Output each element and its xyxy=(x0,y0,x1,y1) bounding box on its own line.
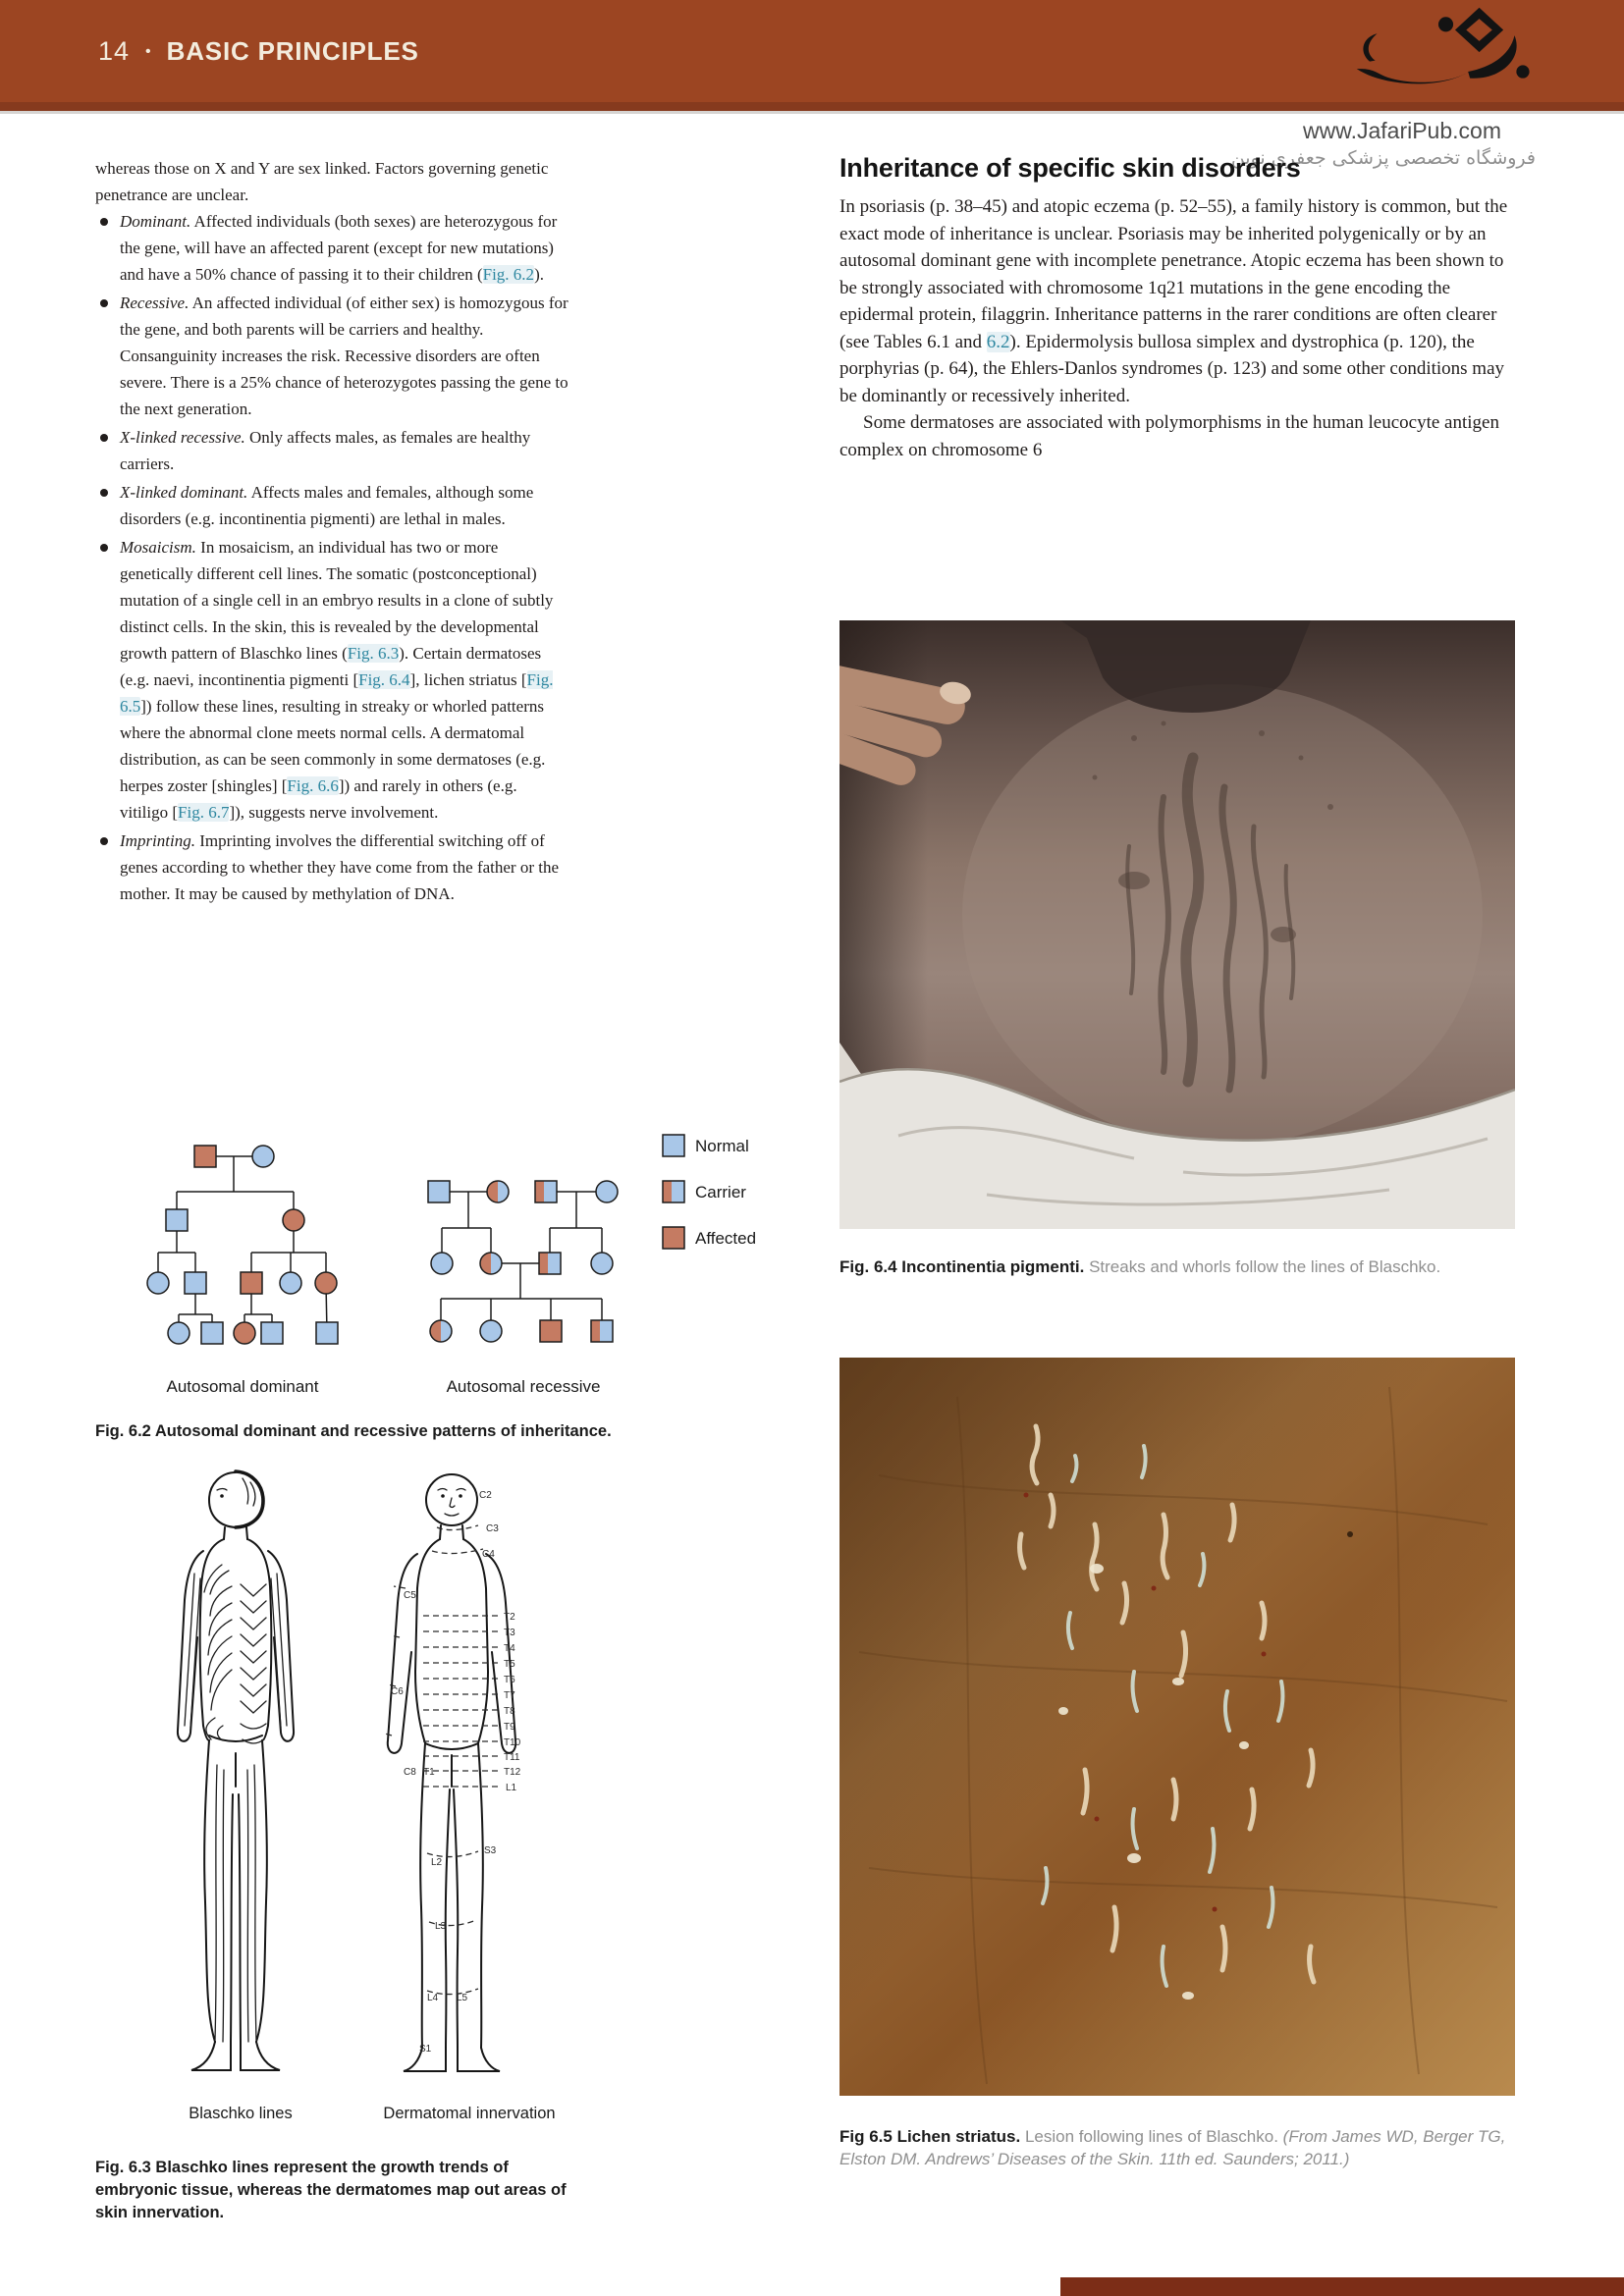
svg-text:S1: S1 xyxy=(419,2044,432,2055)
svg-text:T3: T3 xyxy=(504,1628,515,1638)
bullet-mosaicism: Mosaicism. In mosaicism, an individual has two or more genetically different cell lines. The somatic (postconceptional) mutation of a single cell in an embryo results in a clone of subtly distinct cells. In the skin, this is revealed by the developmental growth pattern of Blaschko lines (Fig. 6.3). Certain dermatoses (e.g. naevi, incontinentia pigmenti [Fig. 6.4], lichen striatus [Fig. 6.5]) follow these lines, resulting in streaky or whorled patterns where the abnormal clone meets normal cells. A dermatomal distribution, as can be seen commonly in some dermatoses (e.g. herpes zoster [shingles] [Fig. 6.6]) and rarely in others (e.g. vitiligo [Fig. 6.7]), suggests nerve involvement. xyxy=(95,534,568,826)
label-autosomal-dominant: Autosomal dominant xyxy=(166,1377,319,1396)
svg-text:T2: T2 xyxy=(504,1612,515,1623)
figure-reference-link[interactable]: Fig. 6.3 xyxy=(347,644,400,663)
bullet-x-linked-dominant: X-linked dominant. Affects males and females, although some disorders (e.g. incontinentia pigmenti) are lethal in males. xyxy=(95,479,568,532)
blaschko-body-drawing xyxy=(178,1471,294,2070)
svg-text:Carrier: Carrier xyxy=(695,1183,746,1201)
svg-text:L3: L3 xyxy=(435,1921,447,1932)
label-autosomal-recessive: Autosomal recessive xyxy=(446,1377,601,1396)
pedigree-legend xyxy=(663,1135,756,1249)
header-bullet-separator: • xyxy=(145,43,151,60)
svg-text:C2: C2 xyxy=(479,1490,492,1501)
svg-text:C4: C4 xyxy=(482,1549,495,1560)
svg-text:T12: T12 xyxy=(504,1767,521,1778)
section-heading: Inheritance of specific skin disorders xyxy=(839,153,1301,183)
svg-text:L2: L2 xyxy=(431,1857,443,1868)
figure-6-5-caption: Fig 6.5 Lichen striatus. Lesion following lines of Blaschko. (From James WD, Berger TG, Elston DM. Andrews’ Diseases of the Skin. 11th ed. Saunders; 2011.) xyxy=(839,2127,1506,2168)
bullet-x-linked-recessive: X-linked recessive. Only affects males, as females are healthy carriers. xyxy=(95,424,568,477)
svg-text:C5: C5 xyxy=(404,1590,416,1601)
figure-6-3-caption: Fig. 6.3 Blaschko lines represent the growth trends of embryonic tissue, whereas the dermatomes map out areas of skin innervation. xyxy=(95,2158,567,2221)
svg-text:Normal: Normal xyxy=(695,1137,749,1155)
svg-text:C6: C6 xyxy=(391,1686,404,1697)
figure-6-4-photo-incontinentia-pigmenti xyxy=(839,620,1515,1229)
svg-text:T7: T7 xyxy=(504,1690,515,1701)
jafari-publisher-logo-icon xyxy=(1339,4,1536,106)
svg-text:C8: C8 xyxy=(404,1767,416,1778)
svg-text:C3: C3 xyxy=(486,1523,499,1534)
svg-text:T4: T4 xyxy=(504,1643,515,1654)
left-text-column xyxy=(95,155,568,909)
figure-6-3-blaschko-dermatome-diagram xyxy=(93,1441,565,2128)
figure-6-5-photo-lichen-striatus xyxy=(839,1358,1515,2096)
bullet-dominant: Dominant. Affected individuals (both sexes) are heterozygous for the gene, will have an affected parent (except for new mutations) and have a 50% chance of passing it to their children (Fig. 6.2). xyxy=(95,208,568,288)
figure-6-2-caption: Fig. 6.2 Autosomal dominant and recessive patterns of inheritance. xyxy=(95,1421,612,1440)
figure-6-2-pedigree-diagram xyxy=(93,1129,781,1402)
inheritance-bullet-list xyxy=(95,208,568,907)
intro-paragraph: whereas those on X and Y are sex linked. Factors governing genetic penetrance are unclear. xyxy=(95,159,549,204)
svg-text:T1: T1 xyxy=(423,1767,435,1778)
page-header xyxy=(0,0,1624,111)
chapter-title: BASIC PRINCIPLES xyxy=(166,35,419,66)
bullet-imprinting: Imprinting. Imprinting involves the differential switching off of genes according to whether they have come from the father or the mother. It may be caused by methylation of DNA. xyxy=(95,828,568,907)
right-text-column xyxy=(839,153,1517,463)
website-url: www.JafariPub.com xyxy=(1303,118,1501,143)
figure-reference-link[interactable]: Fig. 6.2 xyxy=(482,265,535,284)
figure-reference-link[interactable]: 6.2 xyxy=(986,331,1010,352)
svg-text:S3: S3 xyxy=(484,1845,497,1856)
label-dermatomal-innervation: Dermatomal innervation xyxy=(383,2105,556,2122)
figure-reference-link[interactable]: Fig. 6.6 xyxy=(287,776,339,795)
next-page-edge-bar xyxy=(1060,2277,1624,2296)
svg-text:L1: L1 xyxy=(506,1783,517,1793)
svg-text:T5: T5 xyxy=(504,1659,515,1670)
bullet-recessive: Recessive. An affected individual (of either sex) is homozygous for the gene, and both parents will be carriers and healthy. Consanguinity increases the risk. Recessive disorders are often severe. There is a 25% chance of heterozygotes passing the gene to the next generation. xyxy=(95,290,568,422)
paragraph-hla: Some dermatoses are associated with polymorphisms in the human leucocyte antigen complex on chromosome 6 xyxy=(839,412,1499,460)
persian-store-tagline: فروشگاه تخصصی پزشکی جعفری نوین xyxy=(1230,147,1536,169)
svg-text:T6: T6 xyxy=(504,1675,515,1685)
figure-reference-link[interactable]: Fig. 6.5 xyxy=(120,670,554,716)
figure-reference-link[interactable]: Fig. 6.7 xyxy=(178,803,230,822)
svg-text:T10: T10 xyxy=(504,1737,521,1748)
svg-text:T9: T9 xyxy=(504,1722,515,1733)
svg-text:Affected: Affected xyxy=(695,1229,757,1248)
svg-text:L4: L4 xyxy=(427,1993,439,2003)
svg-text:T8: T8 xyxy=(504,1706,515,1717)
figure-6-4-caption: Fig. 6.4 Incontinentia pigmenti. Streaks and whorls follow the lines of Blaschko. xyxy=(839,1257,1441,1276)
dermatome-body-drawing xyxy=(385,1474,521,2071)
svg-text:L5: L5 xyxy=(457,1993,468,2003)
label-blaschko-lines: Blaschko lines xyxy=(189,2105,293,2122)
svg-text:T11: T11 xyxy=(504,1752,520,1763)
paragraph-psoriasis: In psoriasis (p. 38–45) and atopic eczema (p. 52–55), a family history is common, but the exact mode of inheritance is unclear. Psoriasis may be inherited polygenically or by an autosomal dominant gene with incomplete penetrance. Atopic eczema has been shown to be strongly associated with chromosome 1q21 mutations in the gene encoding the epidermal protein, filaggrin. Inheritance patterns in the rarer conditions are often clearer (see Tables 6.1 and 6.2). Epidermolysis bullosa simplex and dystrophica (p. 120), the porphyrias (p. 64), the Ehlers-Danlos syndromes (p. 123) and some other conditions may be dominantly or recessively inherited. xyxy=(839,196,1508,406)
figure-reference-link[interactable]: Fig. 6.4 xyxy=(358,670,410,689)
page-number: 14 xyxy=(98,35,131,66)
